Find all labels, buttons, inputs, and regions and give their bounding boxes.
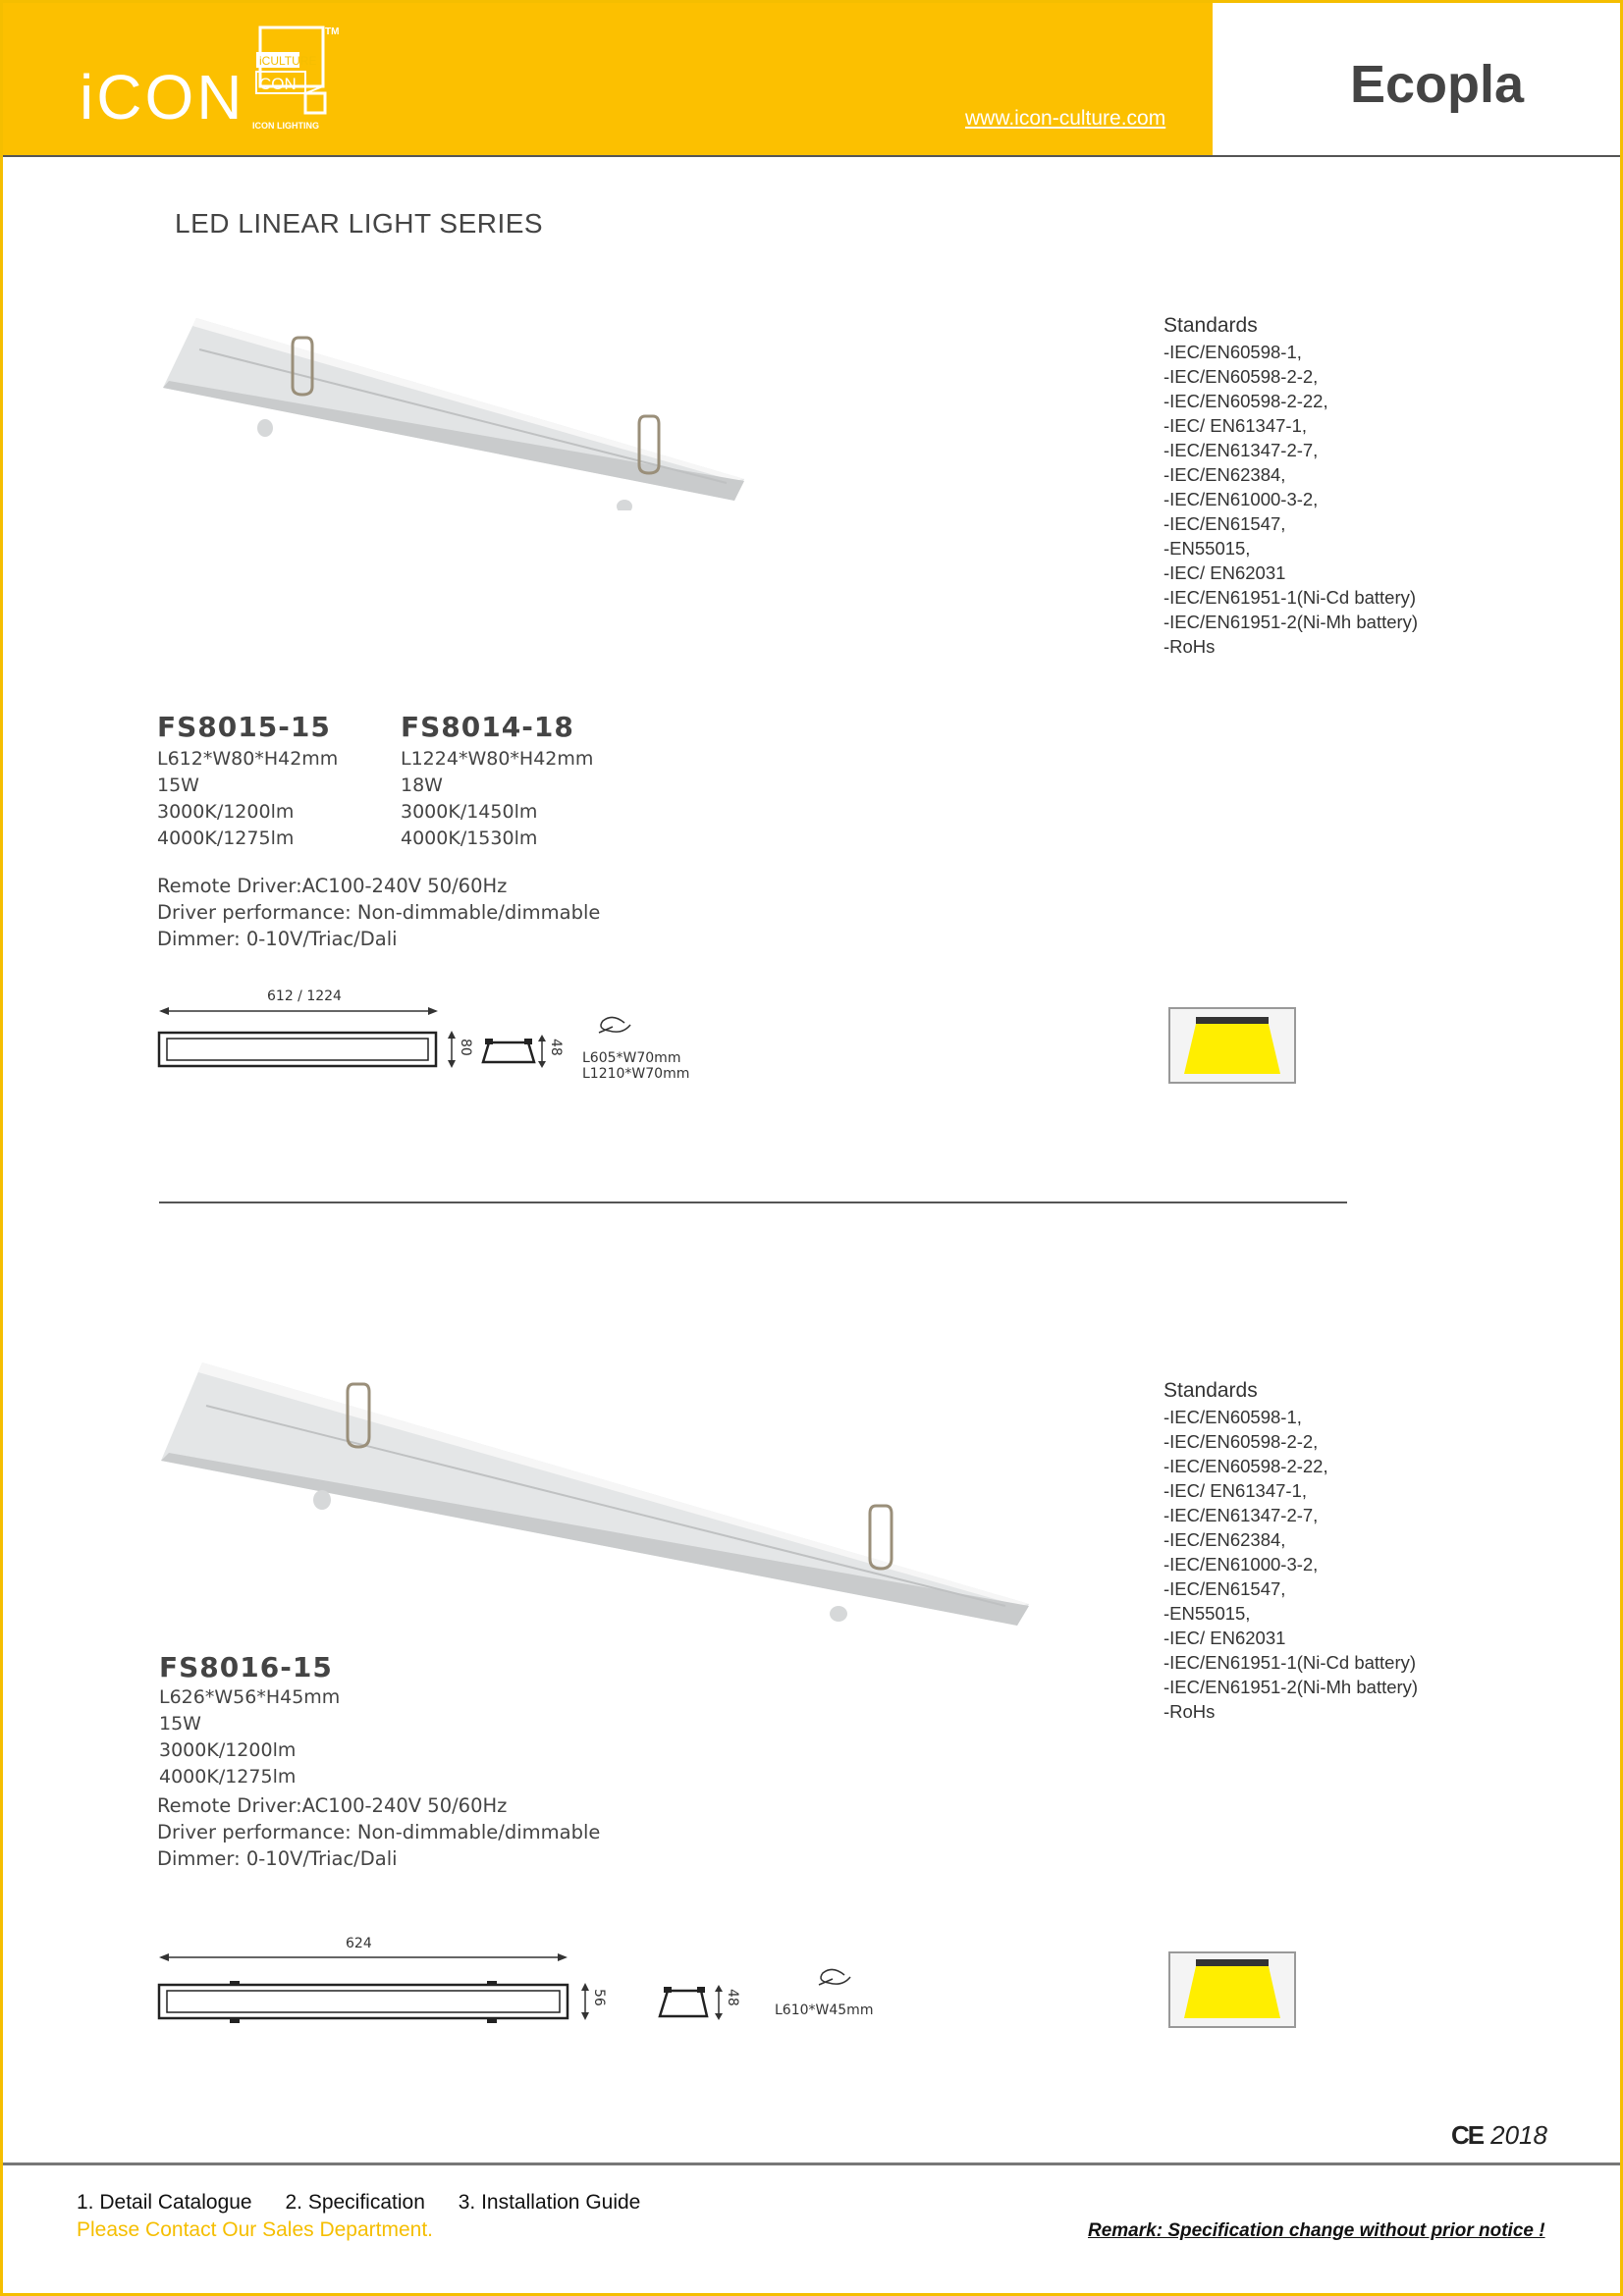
model-fs8015-15: FS8015-15 <box>157 711 331 743</box>
spec-line: 15W <box>157 774 199 796</box>
standard-item: -IEC/EN61547, <box>1163 1578 1286 1599</box>
standard-item: -IEC/EN61951-2(Ni-Mh battery) <box>1163 1677 1419 1697</box>
model-fs8016-15: FS8016-15 <box>159 1651 333 1683</box>
ce-year: 2018 <box>1490 2120 1547 2150</box>
svg-text:iCULTURE: iCULTURE <box>259 54 317 68</box>
specs-fs8016-15 <box>159 1684 340 1790</box>
standard-item: -IEC/EN61951-2(Ni-Mh battery) <box>1163 612 1419 632</box>
standard-item: -IEC/EN62384, <box>1163 1529 1286 1550</box>
driver-info-a <box>157 873 600 952</box>
link-installation-guide[interactable]: 3. Installation Guide <box>458 2191 641 2214</box>
dimension-drawing-b <box>155 1942 901 2050</box>
light-beam-graphic <box>1170 1953 1294 2026</box>
standard-item: -EN55015, <box>1163 1603 1251 1624</box>
standards-heading: Standards <box>1163 314 1258 337</box>
footer-links <box>77 2191 668 2215</box>
brand-name: Ecopla <box>1350 55 1525 114</box>
model-fs8014-18: FS8014-18 <box>401 711 574 743</box>
spec-line: L626*W56*H45mm <box>159 1686 341 1708</box>
spec-line: 3000K/1450lm <box>401 801 538 823</box>
cutout-label-a <box>582 1050 689 1082</box>
driver-info-b <box>157 1792 600 1872</box>
standard-item: -IEC/EN61000-3-2, <box>1163 1554 1319 1575</box>
width-label-b: 56 <box>591 1989 607 2006</box>
spec-line: 15W <box>159 1713 201 1735</box>
standard-item: -RoHs <box>1163 1701 1216 1722</box>
standard-item: -IEC/EN60598-1, <box>1163 342 1302 362</box>
header-divider <box>3 155 1620 157</box>
standard-item: -IEC/EN61951-1(Ni-Cd battery) <box>1163 1652 1417 1673</box>
width-label-a: 80 <box>458 1039 473 1056</box>
ce-mark <box>1451 2120 1547 2151</box>
svg-text:ICON LIGHTING: ICON LIGHTING <box>252 121 319 131</box>
driver-line: Dimmer: 0-10V/Triac/Dali <box>157 928 398 950</box>
svg-text:CON: CON <box>259 75 297 93</box>
spec-line: L1224*W80*H42mm <box>401 748 594 770</box>
contact-sales-note: Please Contact Our Sales Department. <box>77 2218 434 2241</box>
standard-item: -IEC/EN60598-1, <box>1163 1407 1302 1427</box>
standard-item: -IEC/EN60598-2-22, <box>1163 1456 1328 1476</box>
driver-line: Driver performance: Non-dimmable/dimmable <box>157 1821 601 1843</box>
link-specification[interactable]: 2. Specification <box>285 2191 425 2214</box>
spec-line: 4000K/1275lm <box>157 828 295 849</box>
series-title: LED LINEAR LIGHT SERIES <box>175 208 544 239</box>
height-label-a: 48 <box>548 1039 564 1056</box>
spec-line: 4000K/1275lm <box>159 1766 297 1788</box>
standard-item: -IEC/EN62384, <box>1163 464 1286 485</box>
standards-list-a <box>1163 312 1517 659</box>
spec-line: 18W <box>401 774 443 796</box>
spec-change-remark: Remark: Specification change without prior notice ! <box>1088 2220 1545 2241</box>
standards-list-b <box>1163 1377 1517 1724</box>
driver-line: Driver performance: Non-dimmable/dimmable <box>157 901 601 924</box>
spec-line: L612*W80*H42mm <box>157 748 339 770</box>
driver-line: Dimmer: 0-10V/Triac/Dali <box>157 1847 398 1870</box>
cutout-line: L610*W45mm <box>775 2002 874 2018</box>
standard-item: -IEC/EN60598-2-22, <box>1163 391 1328 411</box>
spec-line: 4000K/1530lm <box>401 828 538 849</box>
linear-light-product-photo-long <box>155 1355 1039 1629</box>
spec-line: 3000K/1200lm <box>159 1739 297 1761</box>
standard-item: -IEC/ EN62031 <box>1163 562 1286 583</box>
icon-logo[interactable]: iCON <box>80 62 245 133</box>
standard-item: -IEC/EN61000-3-2, <box>1163 489 1319 509</box>
cutout-line: L605*W70mm <box>582 1050 681 1066</box>
length-label-a: 612 / 1224 <box>267 988 342 1004</box>
standard-item: -IEC/ EN61347-1, <box>1163 415 1308 436</box>
cutout-line: L1210*W70mm <box>582 1066 690 1082</box>
specs-fs8014-18 <box>401 746 593 852</box>
standard-item: -EN55015, <box>1163 538 1251 559</box>
beam-pattern-icon <box>1168 1951 1296 2028</box>
icon-culture-logo-mark <box>250 23 345 131</box>
height-label-b: 48 <box>725 1989 740 2006</box>
footer-divider <box>3 2163 1620 2165</box>
standard-item: -IEC/ EN62031 <box>1163 1628 1286 1648</box>
driver-line: Remote Driver:AC100-240V 50/60Hz <box>157 1794 508 1817</box>
standard-item: -IEC/EN61547, <box>1163 513 1286 534</box>
length-label-b: 624 <box>346 1936 372 1951</box>
section-divider <box>159 1201 1347 1203</box>
cutout-label-b <box>775 2002 873 2018</box>
spec-line: 3000K/1200lm <box>157 801 295 823</box>
standard-item: -IEC/EN61951-1(Ni-Cd battery) <box>1163 587 1417 608</box>
linear-light-product-photo <box>155 314 754 510</box>
page-header <box>3 3 1620 156</box>
light-beam-graphic <box>1170 1009 1294 1082</box>
standard-item: -IEC/EN60598-2-2, <box>1163 1431 1319 1452</box>
website-link[interactable]: www.icon-culture.com <box>965 107 1166 130</box>
standard-item: -IEC/EN61347-2-7, <box>1163 1505 1319 1525</box>
beam-pattern-icon <box>1168 1007 1296 1084</box>
standard-item: -IEC/ EN61347-1, <box>1163 1480 1308 1501</box>
standard-item: -RoHs <box>1163 636 1216 657</box>
standards-heading: Standards <box>1163 1379 1258 1402</box>
specs-fs8015-15 <box>157 746 338 852</box>
standard-item: -IEC/EN60598-2-2, <box>1163 366 1319 387</box>
ce-icon: CE <box>1451 2120 1484 2150</box>
driver-line: Remote Driver:AC100-240V 50/60Hz <box>157 875 508 897</box>
standard-item: -IEC/EN61347-2-7, <box>1163 440 1319 460</box>
svg-text:TM: TM <box>325 27 340 37</box>
link-detail-catalogue[interactable]: 1. Detail Catalogue <box>77 2191 252 2214</box>
